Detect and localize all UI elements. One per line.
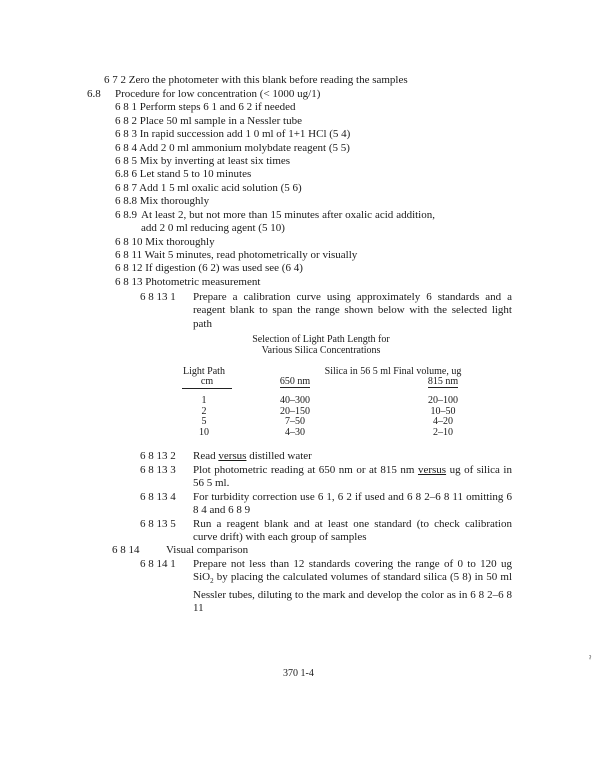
text: ug of silica in 56 5 ml.: [193, 464, 512, 490]
step-6-8-7: 6 8 7 Add 1 5 ml oxalic acid solution (5 6): [115, 182, 302, 194]
text: by placing the calculated volumes of standard silica (5 8) in 50 ml Nessler tubes, diluting to the mark and develop the color as in 6 8 2–6 8 11: [193, 571, 512, 615]
table-cell-650nm: 20–150: [280, 405, 310, 417]
col-650nm-label: 650 nm: [279, 376, 311, 387]
page-number: 370 1-4: [283, 668, 314, 679]
table-cell-light-path: 10: [199, 427, 209, 439]
emphasis-versus: versus: [218, 450, 247, 462]
section-title-6-8: Procedure for low concentration (< 1000 ug/1): [115, 88, 321, 100]
step-6-8-13-2-text: [193, 450, 312, 463]
step-6-8-13-1-number: 6 8 13 1: [140, 291, 176, 303]
table-cell-650nm: 40–300: [280, 395, 310, 406]
table-cell-815nm: 20–100: [428, 395, 458, 406]
step-6-8-13-2-number: 6 8 13 2: [140, 450, 176, 462]
table-title-line-2: Various Silica Concentrations: [261, 345, 381, 356]
step-6-8-14-number: 6 8 14: [112, 544, 140, 556]
text: Read: [193, 450, 219, 462]
table-cell-light-path: 1: [201, 395, 207, 406]
text: Prepare not less than 12 standards covering the range of 0 to 120 ug SiO: [193, 558, 512, 584]
text: Plot photometric reading at 650 nm or at 815 nm: [193, 464, 418, 476]
step-6-8-5: 6 8 5 Mix by inverting at least six times: [115, 155, 291, 167]
step-6-8-6: 6.8 6 Let stand 5 to 10 minutes: [115, 168, 252, 180]
table-cell-650nm: 4–30: [285, 427, 305, 439]
text: distilled water: [246, 450, 312, 462]
table-cell-815nm: 2–10: [433, 427, 453, 439]
step-6-8-9-number: 6 8.9: [115, 209, 137, 221]
table-header-silica: Silica in 56 5 ml Final volume, ug: [324, 366, 462, 377]
step-6-8-3: 6 8 3 In rapid succession add 1 0 ml of 1+1 HCl (5 4): [115, 128, 351, 140]
step-6-8-14-1-number: 6 8 14 1: [140, 558, 176, 570]
section-number-6-8: 6.8: [87, 88, 101, 100]
step-6-8-13-1-text: Prepare a calibration curve using approximately 6 standards and a reagent blank to span the range shown below with the selected light path: [193, 291, 512, 330]
step-6-8-13-5-number: 6 8 13 5: [140, 518, 176, 530]
table-header-650nm: [278, 377, 312, 388]
step-6-8-13-5-text: Run a reagent blank and at least one standard (to check calibration curve drift) with each group of samples: [193, 518, 512, 544]
step-6-8-14-1-text: [193, 558, 512, 616]
step-6-8-13-4-text: For turbidity correction use 6 1, 6 2 if used and 6 8 2–6 8 11 omitting 6 8 4 and 6 8 9: [193, 491, 512, 517]
step-6-8-4: 6 8 4 Add 2 0 ml ammonium molybdate reagent (5 5): [115, 142, 350, 154]
step-6-8-14-title: Visual comparison: [166, 544, 249, 556]
step-6-8-9-text: At least 2, but not more than 15 minutes after oxalic acid addition, add 2 0 ml reducing agent (5 10): [141, 209, 435, 235]
table-title-line-1: Selection of Light Path Length for: [252, 334, 390, 345]
margin-mark: ˀ: [589, 654, 592, 664]
step-6-8-13-3-number: 6 8 13 3: [140, 464, 176, 476]
col-815nm-label: 815 nm: [427, 376, 459, 387]
table-cell-light-path: 5: [201, 416, 207, 428]
step-6-8-13-3-text: [193, 464, 512, 491]
table-cell-650nm: 7–50: [285, 416, 305, 428]
step-6-8-1: 6 8 1 Perform steps 6 1 and 6 2 if needed: [115, 101, 296, 113]
step-6-8-13: 6 8 13 Photometric measurement: [115, 276, 261, 288]
step-6-7-2: 6 7 2 Zero the photometer with this blank before reading the samples: [104, 74, 408, 86]
step-6-8-2: 6 8 2 Place 50 ml sample in a Nessler tube: [115, 115, 302, 127]
table-header-cm: cm: [182, 377, 232, 389]
step-6-8-12: 6 8 12 If digestion (6 2) was used see (6 4): [115, 262, 303, 274]
table-cell-815nm: 4–20: [433, 416, 453, 428]
table-header-light-path: Light Path: [183, 366, 225, 377]
step-6-8-8: 6 8.8 Mix thoroughly: [115, 195, 210, 207]
table-cell-light-path: 2: [201, 405, 207, 417]
step-6-8-10: 6 8 10 Mix thoroughly: [115, 236, 215, 248]
step-6-8-13-4-number: 6 8 13 4: [140, 491, 176, 503]
subscript: 2: [210, 577, 214, 586]
step-6-8-11: 6 8 11 Wait 5 minutes, read photometrically or visually: [115, 249, 358, 261]
emphasis-versus: versus: [417, 464, 447, 476]
table-cell-815nm: 10–50: [430, 405, 456, 417]
table-header-815nm: [426, 377, 460, 388]
